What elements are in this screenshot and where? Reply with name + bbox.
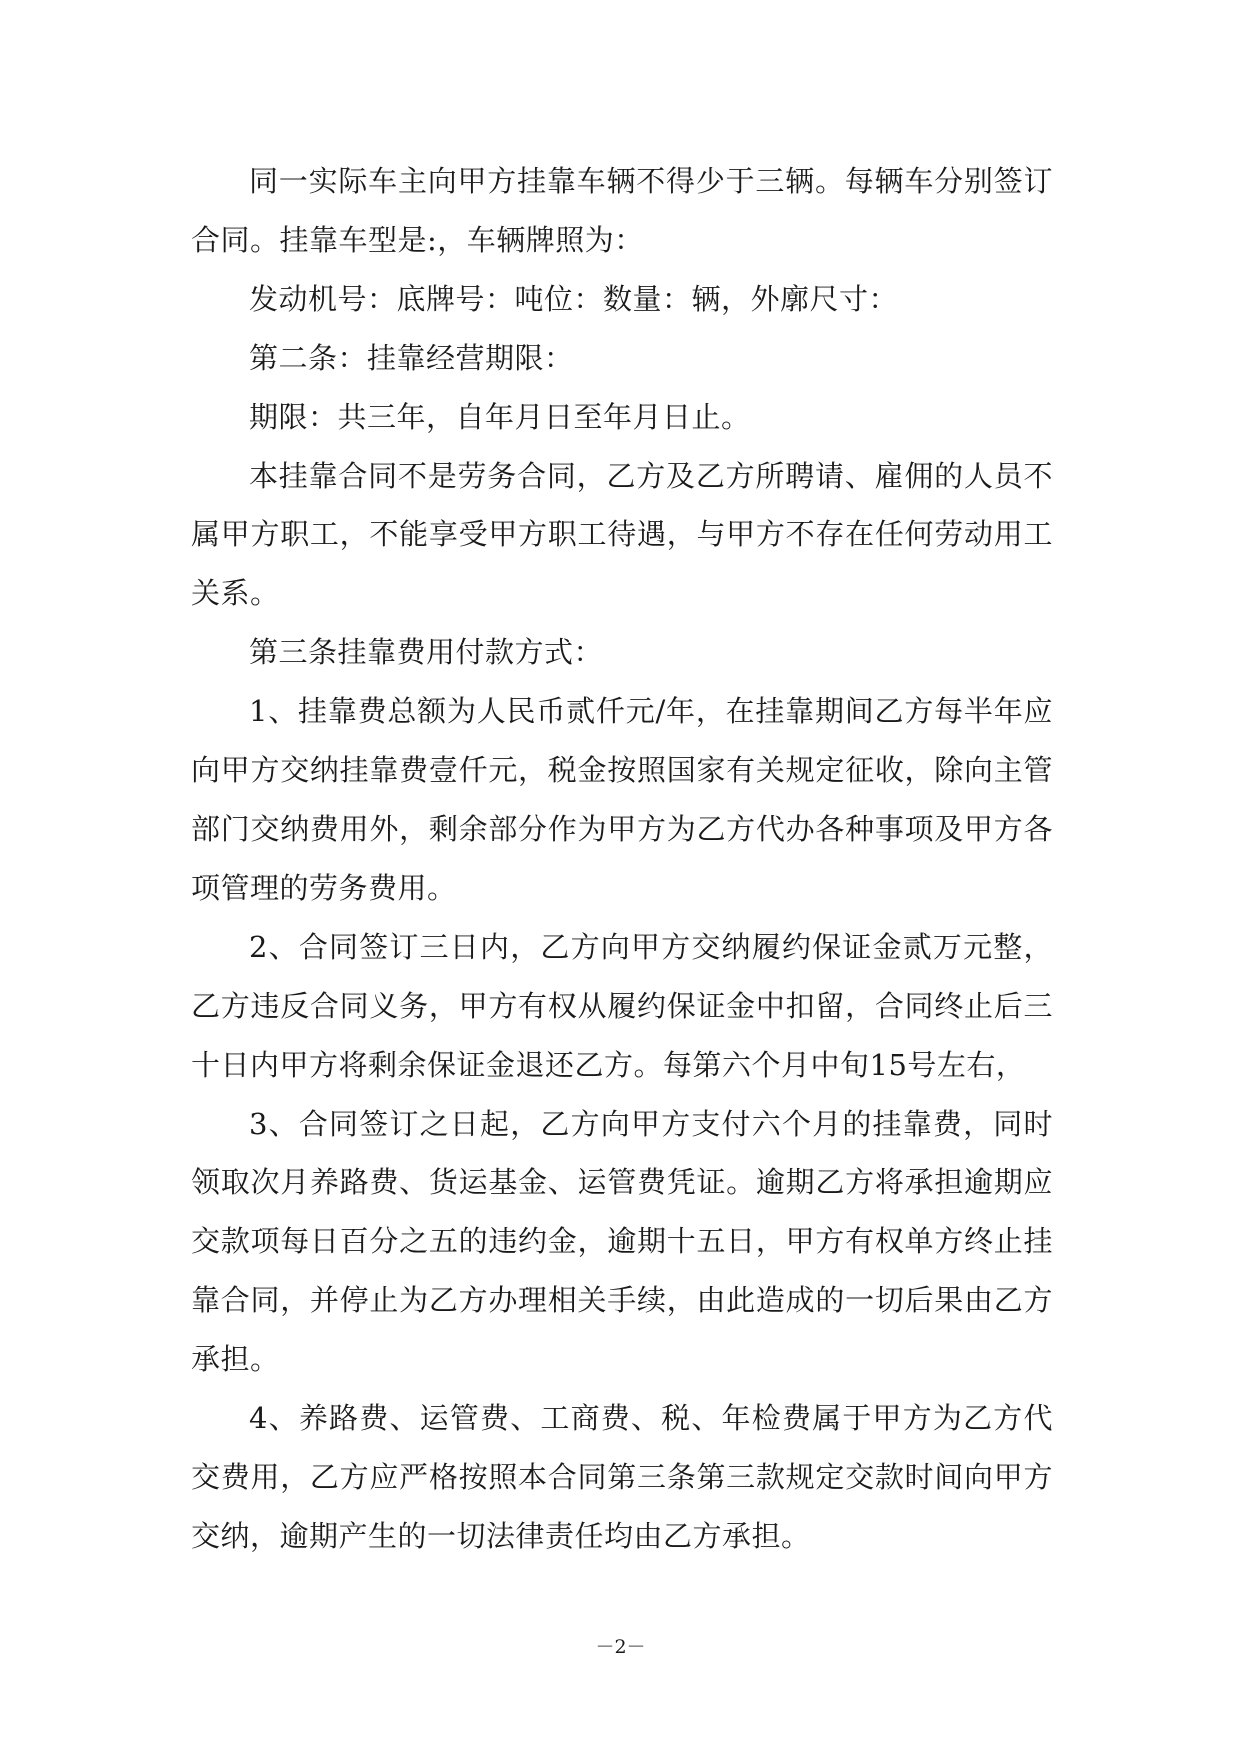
document-body	[191, 152, 1053, 1566]
clause-1-fee-amount: 1、挂靠费总额为人民币贰仟元/年，在挂靠期间乙方每半年应向甲方交纳挂靠费壹仟元，税金按照国家有关规定征收，除向主管部门交纳费用外，剩余部分作为甲方为乙方代办各种事项及甲方各项管理的劳务费用。	[191, 694, 1053, 905]
clause-3-payment-schedule: 3、合同签订之日起，乙方向甲方支付六个月的挂靠费，同时领取次月养路费、货运基金、运管费凭证。逾期乙方将承担逾期应交款项每日百分之五的违约金，逾期十五日，甲方有权单方终止挂靠合同，并停止为乙方办理相关手续，由此造成的一切后果由乙方承担。	[191, 1106, 1053, 1377]
paragraph-engine-info: 发动机号：底牌号：吨位：数量：辆，外廓尺寸：	[249, 281, 899, 316]
page-number: －2－	[595, 1636, 646, 1658]
paragraph-not-labor-contract: 本挂靠合同不是劳务合同，乙方及乙方所聘请、雇佣的人员不属甲方职工，不能享受甲方职工待遇，与甲方不存在任何劳动用工关系。	[191, 458, 1053, 611]
article-three-heading: 第三条挂靠费用付款方式：	[249, 635, 604, 670]
article-two-heading: 第二条：挂靠经营期限：	[249, 340, 574, 375]
clause-2-deposit: 2、合同签订三日内，乙方向甲方交纳履约保证金贰万元整，乙方违反合同义务，甲方有权从履约保证金中扣留，合同终止后三十日内甲方将剩余保证金退还乙方。每第六个月中旬15号左右，	[191, 929, 1053, 1082]
paragraph-term: 期限：共三年，自年月日至年月日止。	[249, 399, 751, 434]
clause-4-fees-liability: 4、养路费、运管费、工商费、税、年检费属于甲方为乙方代交费用，乙方应严格按照本合同第三条第三款规定交款时间向甲方交纳，逾期产生的一切法律责任均由乙方承担。	[191, 1401, 1053, 1553]
paragraph-vehicle-count: 同一实际车主向甲方挂靠车辆不得少于三辆。每辆车分别签订合同。挂靠车型是:，车辆牌照为：	[191, 164, 1053, 257]
